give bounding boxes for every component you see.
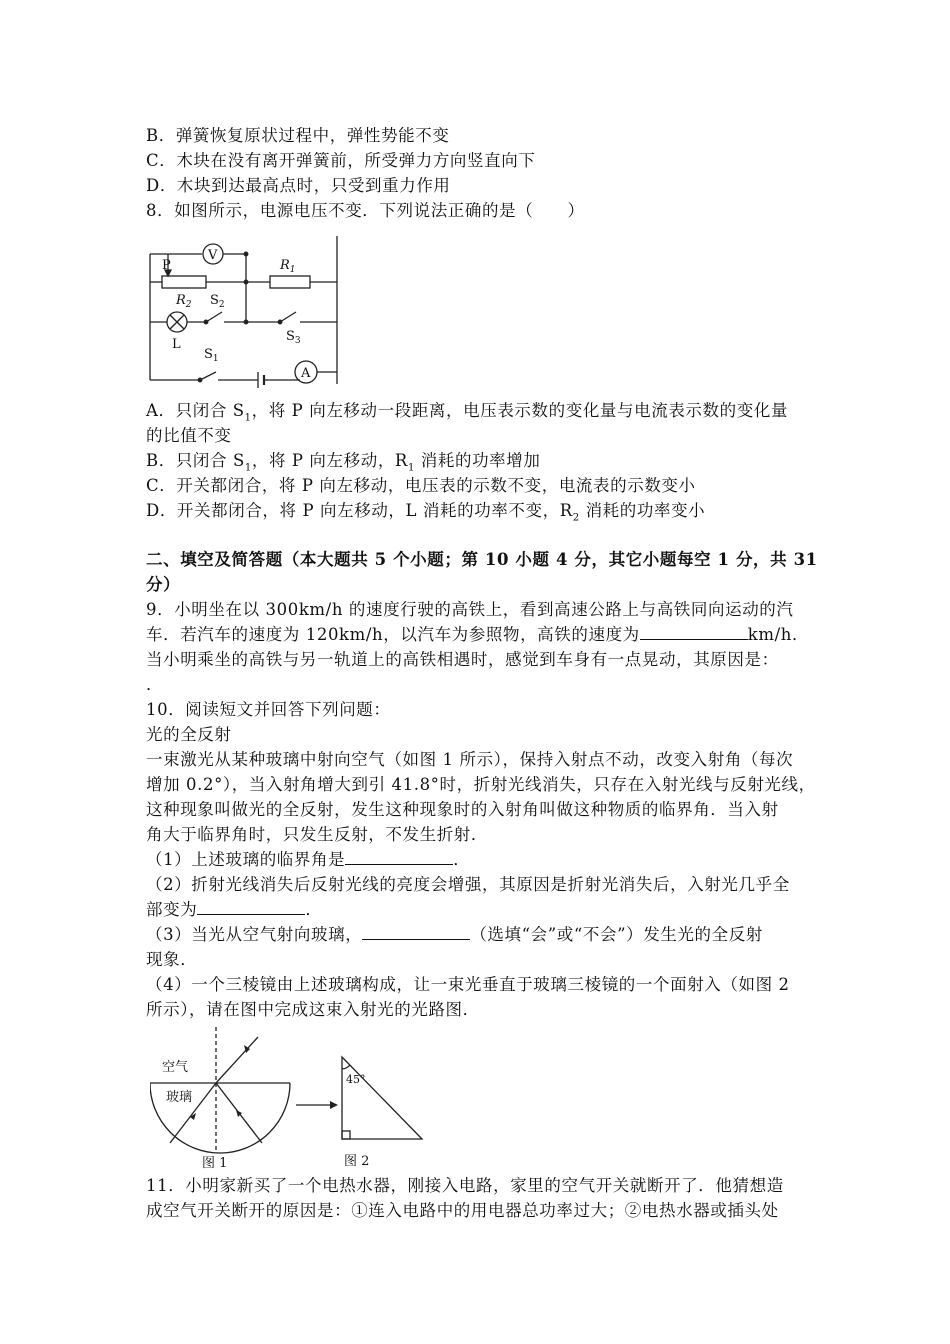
- fig2-caption: 图 2: [344, 1154, 370, 1169]
- fig1-glass-label: 玻璃: [166, 1090, 193, 1105]
- q10-sub2-line2: 部变为 ．: [146, 900, 323, 919]
- q10-sub1-blank[interactable]: [345, 848, 453, 865]
- q9-line1: 9．小明坐在以 300km/h 的速度行驶的高铁上，看到高速公路上与高铁同向运动的汽: [146, 600, 794, 619]
- section-heading-line1: 二、填空及简答题（本大题共 5 个小题；第 10 小题 4 分，其它小题每空 1 分，共 31: [146, 550, 818, 569]
- q10-sub2-line1: （2）折射光线消失后反射光线的亮度会增强，其原因是折射光消失后，入射光几乎全: [146, 875, 790, 894]
- q10-sub1: （1）上述玻璃的临界角是 ．: [146, 850, 471, 869]
- q11-line1: 11．小明家新买了一个电热水器，刚接入电路，家里的空气开关就断开了．他猜想造: [146, 1176, 784, 1195]
- fig2-angle-label: 45°: [346, 1073, 366, 1086]
- slider-p-label: P: [162, 258, 171, 273]
- q10-figure-1: [150, 1025, 300, 1174]
- q8-circuit-diagram: [140, 232, 350, 394]
- fig1-caption: 图 1: [202, 1156, 228, 1170]
- q8-option-a-line1: A．只闭合 $S_1$，将 P 向左移动一段距离，电压表示数的变化量与电流表示数的变化量: [146, 401, 789, 424]
- q9-line3: 当小明乘坐的高铁与另一轨道上的高铁相遇时，感觉到车身有一点晃动，其原因是：: [146, 650, 779, 669]
- q7-option-c: C．木块在没有离开弹簧前，所受弹力方向竖直向下: [146, 151, 536, 170]
- q9-line2: 车．若汽车的速度为 120km/h，以汽车为参照物，高铁的速度为 km/h．: [146, 625, 810, 644]
- q10-para-4: 角大于临界角时，只发生反射，不发生折射．: [146, 825, 488, 844]
- section-heading-line2: 分）: [146, 575, 181, 594]
- q10-para-3: 这种现象叫做光的全反射，发生这种现象时的入射角叫做这种物质的临界角．当入射: [146, 800, 779, 819]
- fig1-air-label: 空气: [162, 1060, 189, 1075]
- q10-sub4-line1: （4）一个三棱镜由上述玻璃构成，让一束光垂直于玻璃三棱镜的一个面射入（如图 2: [146, 975, 790, 994]
- q9-line4: ．: [146, 675, 164, 694]
- q8-option-b: B．只闭合 $S_1$，将 P 向左移动，$R_1$ 消耗的功率增加: [146, 451, 541, 474]
- s2-label: $S_2$: [210, 293, 225, 310]
- q10-sub3-blank[interactable]: [362, 923, 470, 940]
- q8-option-d: D．开关都闭合，将 P 向左移动，L 消耗的功率不变，$R_2$ 消耗的功率变小: [146, 501, 706, 524]
- r2-label: $R_2$: [176, 293, 192, 310]
- q10-title: 光的全反射: [146, 725, 232, 744]
- q8-option-a-line2: 的比值不变: [146, 426, 232, 445]
- q10-sub3-line1: （3）当光从空气射向玻璃， （选填“会”或“不会”）发生光的全反射: [146, 925, 763, 944]
- q10-sub4-line2: 所示），请在图中完成这束入射光的光路图．: [146, 1000, 480, 1019]
- q7-option-b: B．弹簧恢复原状过程中，弹性势能不变: [146, 126, 450, 145]
- voltmeter-label: V: [208, 248, 218, 263]
- q10-figure-2: [290, 1055, 430, 1174]
- s3-label: $S_3$: [286, 329, 301, 346]
- q9-answer-blank[interactable]: [640, 623, 748, 640]
- q8-stem: 8．如图所示，电源电压不变．下列说法正确的是（ ）: [146, 201, 585, 220]
- q8-option-c: C．开关都闭合，将 P 向左移动，电压表的示数不变，电流表的示数变小: [146, 476, 696, 495]
- ammeter-label: A: [301, 366, 311, 381]
- q10-para-2: 增加 0.2°），当入射角增大到引 41.8°时，折射光线消失，只存在入射光线与反射光线，: [146, 775, 816, 794]
- q10-sub3-line2: 现象．: [146, 950, 198, 969]
- q10-para-1: 一束激光从某种玻璃中射向空气（如图 1 所示），保持入射点不动，改变入射角（每次: [146, 750, 794, 769]
- q10-sub2-blank[interactable]: [197, 898, 305, 915]
- q10-stem: 10．阅读短文并回答下列问题：: [146, 700, 391, 719]
- q11-line2: 成空气开关断开的原因是：①连入电路中的用电器总功率过大；②电热水器或插头处: [146, 1201, 779, 1220]
- s1-label: $S_1$: [204, 347, 219, 364]
- q7-option-d: D．木块到达最高点时，只受到重力作用: [146, 176, 451, 195]
- lamp-label: L: [172, 337, 181, 352]
- r1-label: $R_1$: [280, 258, 296, 275]
